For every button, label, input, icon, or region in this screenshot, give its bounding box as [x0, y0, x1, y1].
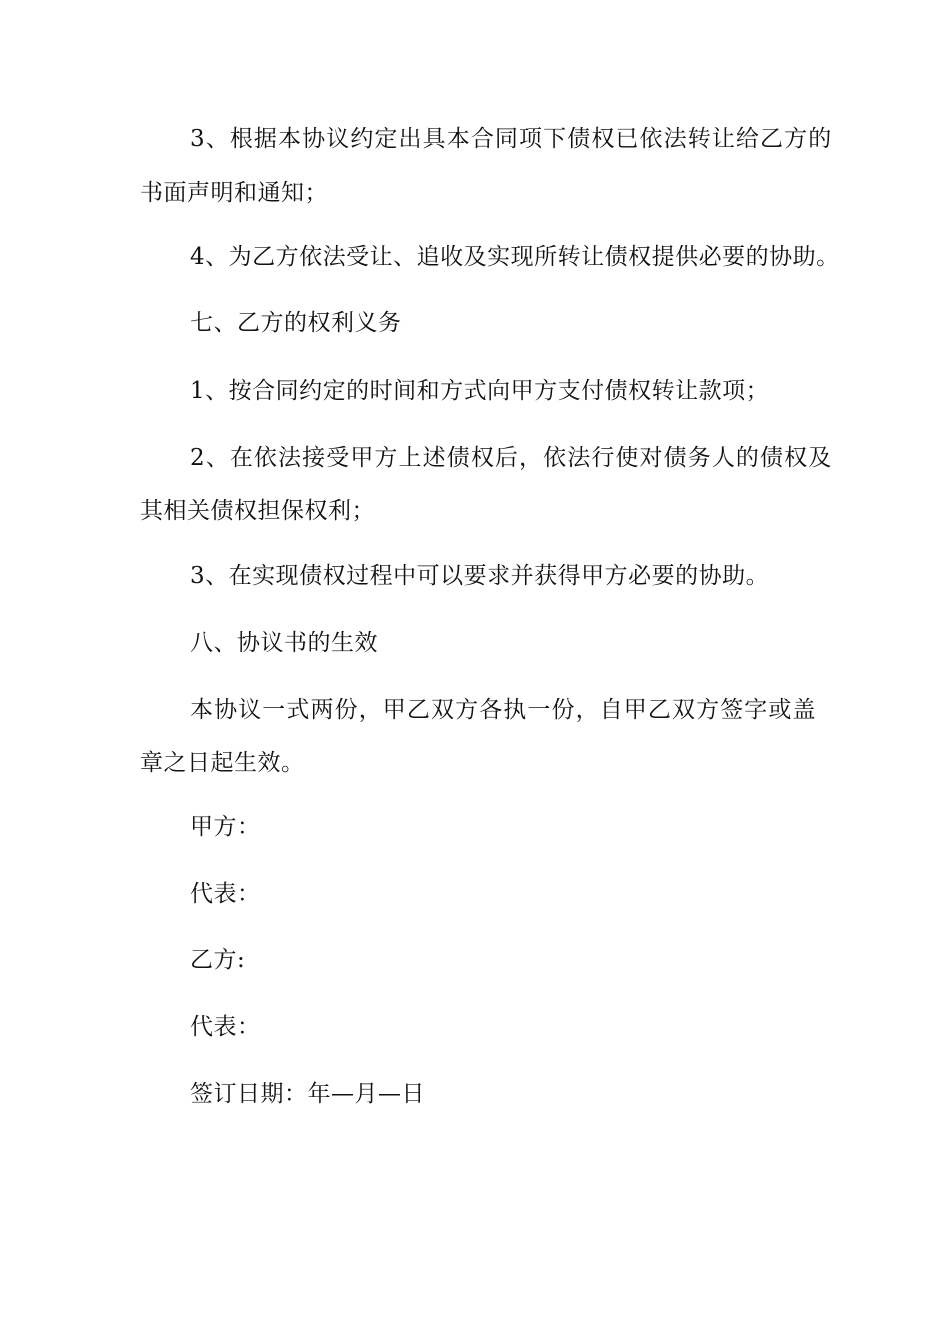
party-b-representative-label: 代表： [190, 1014, 261, 1040]
clause-7-item-2-line-2: 其相关债权担保权利； [140, 498, 375, 524]
party-a-label: 甲方： [190, 814, 261, 840]
clause-6-item-4: 4、为乙方依法受让、追收及实现所转让债权提供必要的协助。 [190, 244, 840, 270]
clause-6-item-3-line-1: 3、根据本协议约定出具本合同项下债权已依法转让给乙方的 [190, 126, 833, 152]
party-b-label: 乙方: [190, 947, 246, 973]
clause-7-item-2-line-1: 2、在依法接受甲方上述债权后，依法行使对债务人的债权及 [190, 445, 833, 471]
clause-7-item-1: 1、按合同约定的时间和方式向甲方支付债权转让款项； [190, 378, 770, 404]
effectiveness-paragraph-line-1: 本协议一式两份，甲乙双方各执一份，自甲乙双方签字或盖 [190, 697, 817, 723]
clause-7-item-3: 3、在实现债权过程中可以要求并获得甲方必要的协助。 [190, 563, 770, 589]
section-heading-7: 七、乙方的权利义务 [190, 310, 402, 336]
party-a-representative-label: 代表： [190, 881, 261, 907]
section-heading-8: 八、协议书的生效 [190, 630, 378, 656]
effectiveness-paragraph-line-2: 章之日起生效。 [140, 750, 305, 776]
signing-date-label: 签订日期：年—月—日 [190, 1081, 425, 1107]
clause-6-item-3-line-2: 书面声明和通知； [140, 180, 328, 206]
